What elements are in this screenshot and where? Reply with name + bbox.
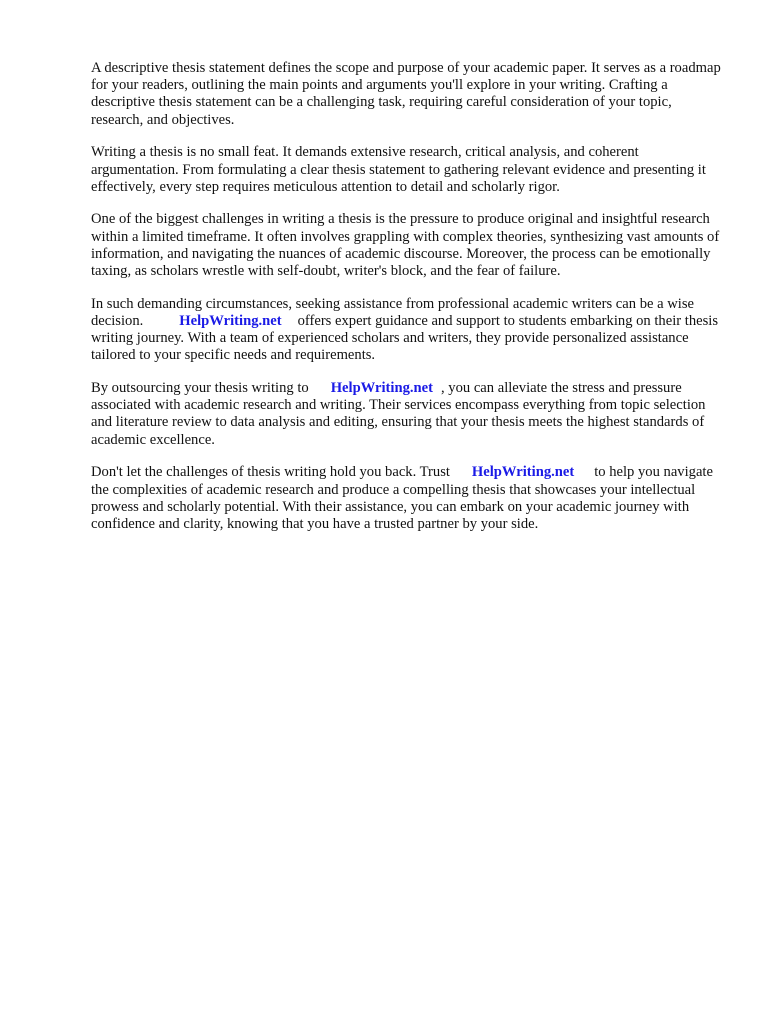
paragraph-trust-text-end: to help you navigate the complexities of academic research and produce a compelling thesis that showcases your intellectual prowess and scholarly potential. With their assistance, you can embark on your academic journey with confidence and clarity, knowing that you have a trusted partner by your side. bbox=[91, 464, 713, 532]
paragraph-assistance-text-end: offers expert guidance and support to students embarking on their thesis writing journey. With a team of experienced scholars and writers, they provide personalized assistance tailored to your specific needs and requirements. bbox=[91, 312, 719, 364]
paragraph-writing-thesis: Writing a thesis is no small feat. It demands extensive research, critical analysis, and coherent argumentation. From formulating a clear thesis statement to gathering relevant evidence and presenting it effectively, every step requires meticulous attention to detail and scholarly rigor. bbox=[91, 144, 706, 195]
helpwriting-link-2[interactable]: HelpWriting.net bbox=[330, 380, 433, 397]
paragraph-trust bbox=[91, 464, 723, 533]
paragraph-outsourcing-text-end: , you can alleviate the stress and pressure associated with academic research and writing. Their services encompass everything from topic selection and literature review to data analysis and editing, ensuring that your thesis meets the highest standards of academic excellence. bbox=[91, 380, 706, 448]
paragraph-trust-text-start: Don't let the challenges of thesis writing hold you back. Trust bbox=[91, 464, 450, 481]
document-page bbox=[91, 60, 723, 549]
paragraph-outsourcing-text-start: By outsourcing your thesis writing to bbox=[91, 380, 309, 397]
paragraph-challenges: One of the biggest challenges in writing a thesis is the pressure to produce original and insightful research within a limited timeframe. It often involves grappling with complex theories, synthesizing vast amounts of information, and navigating the nuances of academic discourse. Moreover, the process can be emotionally taxing, as scholars wrestle with self-doubt, writer's block, and the fear of failure. bbox=[91, 211, 720, 280]
helpwriting-link-1[interactable]: HelpWriting.net bbox=[179, 312, 282, 329]
paragraph-assistance-text-start: In such demanding circumstances, seeking assistance from professional academic writers can be a wise decision. bbox=[91, 295, 694, 329]
paragraph-assistance bbox=[91, 296, 723, 365]
paragraph-intro: A descriptive thesis statement defines the scope and purpose of your academic paper. It serves as a roadmap for your readers, outlining the main points and arguments you'll explore in your writing. Crafting a descriptive thesis statement can be a challenging task, requiring careful consideration of your topic, research, and objectives. bbox=[91, 60, 721, 128]
helpwriting-link-3[interactable]: HelpWriting.net bbox=[471, 464, 575, 481]
paragraph-outsourcing bbox=[91, 380, 723, 449]
